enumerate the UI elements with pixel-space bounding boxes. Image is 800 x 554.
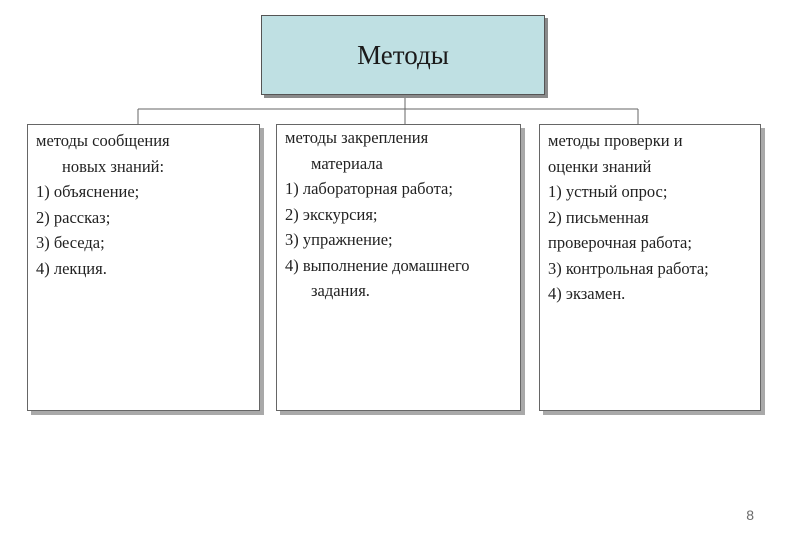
column-heading-line1: методы закрепления	[285, 128, 429, 147]
root-node-methods	[261, 15, 545, 95]
list-item-continuation: задания.	[311, 281, 370, 300]
column-reinforcement-methods	[276, 124, 521, 411]
column-communication-methods	[27, 124, 260, 411]
list-item: 1) лабораторная работа;	[285, 179, 453, 198]
list-item: 2) письменная	[548, 207, 649, 227]
column-heading-line1: методы сообщения	[36, 131, 170, 150]
list-item: 4) выполнение домашнего	[285, 255, 470, 275]
root-title: Методы	[357, 39, 449, 70]
list-item: 2) экскурсия;	[285, 204, 378, 224]
list-item: 2) рассказ;	[36, 207, 111, 227]
column-heading-line2: новых знаний:	[62, 156, 165, 176]
column-heading-line1: методы проверки и	[548, 131, 683, 150]
list-item: 1) объяснение;	[36, 182, 140, 201]
column-heading-line2: материала	[311, 153, 383, 173]
list-item: 3) упражнение;	[285, 230, 393, 249]
list-item: 1) устный опрос;	[548, 182, 668, 201]
list-item: проверочная работа;	[548, 233, 692, 252]
page-number: 8	[746, 507, 754, 523]
column-assessment-methods	[539, 124, 761, 411]
list-item: 3) беседа;	[36, 233, 105, 252]
column-heading-line2: оценки знаний	[548, 156, 652, 176]
list-item: 4) лекция.	[36, 258, 107, 278]
list-item: 4) экзамен.	[548, 284, 626, 303]
list-item: 3) контрольная работа;	[548, 258, 709, 278]
